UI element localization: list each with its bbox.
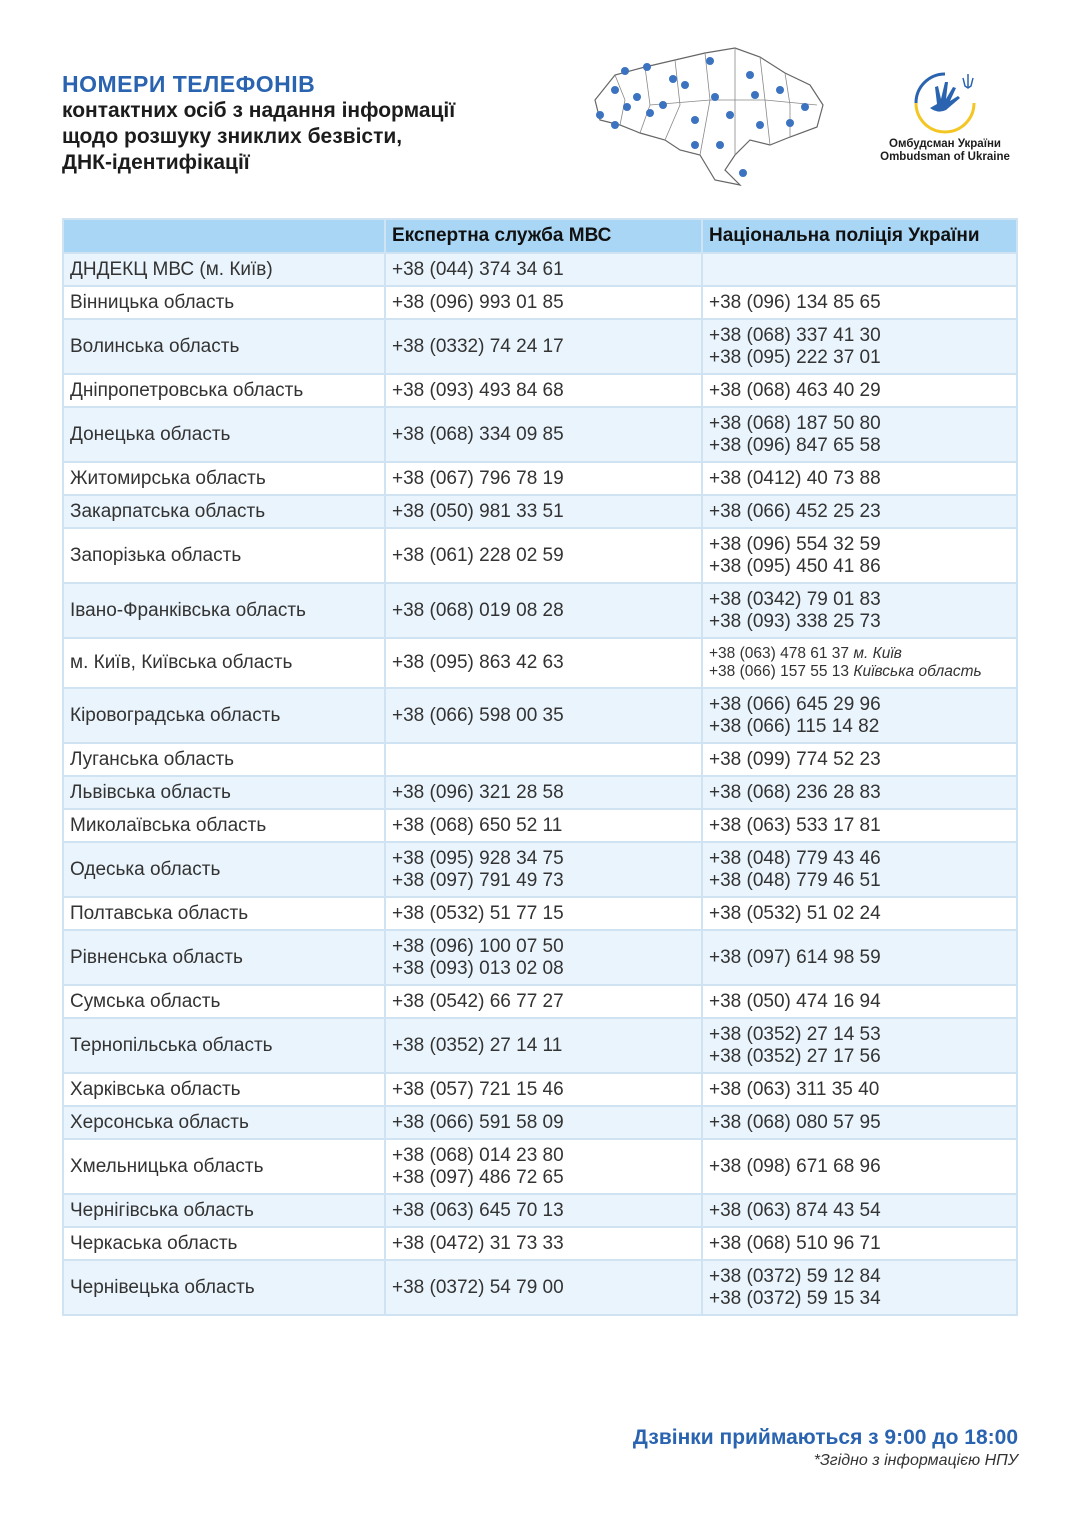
region-cell: Полтавська область: [63, 897, 385, 930]
police-phone-cell: [702, 253, 1017, 286]
mvs-phone-cell: [385, 897, 702, 930]
phone-number[interactable]: +38 (061) 228 02 59: [392, 544, 564, 566]
mvs-phone-cell: [385, 985, 702, 1018]
mvs-phone-cell: [385, 1106, 702, 1139]
mvs-phone-cell: [385, 462, 702, 495]
subtitle-line: ДНК-ідентифікації: [62, 151, 250, 174]
table-row: [63, 1106, 1017, 1139]
phone-number[interactable]: +38 (050) 474 16 94: [709, 990, 881, 1012]
phone-number[interactable]: +38 (097) 614 98 59: [709, 946, 881, 968]
subtitle-line: контактних осіб з надання інформації: [62, 99, 456, 122]
phone-number[interactable]: +38 (068) 080 57 95: [709, 1111, 881, 1133]
table-row: [63, 776, 1017, 809]
mvs-phone-cell: [385, 319, 702, 374]
region-cell: Сумська область: [63, 985, 385, 1018]
mvs-phone-cell: [385, 528, 702, 583]
region-cell: Дніпропетровська область: [63, 374, 385, 407]
phone-number[interactable]: +38 (068) 187 50 80: [709, 412, 881, 434]
logo-name-en: Ombudsman of Ukraine: [880, 151, 1010, 163]
table-row: [63, 286, 1017, 319]
header-region: [63, 219, 385, 253]
phone-note: м. Київ: [853, 645, 902, 662]
phone-number[interactable]: +38 (068) 463 40 29: [709, 379, 881, 401]
region-cell: Волинська область: [63, 319, 385, 374]
phone-number[interactable]: +38 (057) 721 15 46: [392, 1078, 564, 1100]
table-row: [63, 1018, 1017, 1073]
phone-number[interactable]: +38 (068) 014 23 80: [392, 1144, 564, 1166]
mvs-phone-cell: [385, 583, 702, 638]
ukraine-map-icon: [585, 45, 830, 190]
police-phone-cell: [702, 985, 1017, 1018]
police-phone-cell: [702, 743, 1017, 776]
region-cell: Чернігівська область: [63, 1194, 385, 1227]
phone-number[interactable]: +38 (093) 013 02 08: [392, 957, 564, 979]
mvs-phone-cell: [385, 1194, 702, 1227]
mvs-phone-cell: [385, 809, 702, 842]
phone-number[interactable]: +38 (063) 645 70 13: [392, 1199, 564, 1221]
header-police: Національна поліція України: [702, 219, 1017, 253]
table-row: [63, 583, 1017, 638]
table-row: [63, 1194, 1017, 1227]
phone-number[interactable]: +38 (068) 019 08 28: [392, 599, 564, 621]
phone-number[interactable]: +38 (0472) 31 73 33: [392, 1232, 564, 1254]
mvs-phone-cell: [385, 1260, 702, 1315]
phone-number[interactable]: +38 (0532) 51 02 24: [709, 902, 881, 924]
phone-number[interactable]: +38 (0542) 66 77 27: [392, 990, 564, 1012]
table-row: [63, 1139, 1017, 1194]
police-phone-cell: [702, 1260, 1017, 1315]
phone-number[interactable]: +38 (066) 157 55 13: [709, 663, 850, 680]
phone-number[interactable]: +38 (048) 779 43 46: [709, 847, 881, 869]
phone-number[interactable]: +38 (068) 236 28 83: [709, 781, 881, 803]
phone-number[interactable]: +38 (068) 337 41 30: [709, 324, 881, 346]
table-row: [63, 1227, 1017, 1260]
region-cell: Запорізька область: [63, 528, 385, 583]
region-cell: Івано-Франківська область: [63, 583, 385, 638]
phone-number[interactable]: +38 (066) 645 29 96: [709, 693, 881, 715]
mvs-phone-cell: [385, 495, 702, 528]
phone-number[interactable]: +38 (096) 321 28 58: [392, 781, 564, 803]
police-phone-cell: [702, 638, 1017, 688]
phone-number[interactable]: +38 (096) 134 85 65: [709, 291, 881, 313]
region-cell: Львівська область: [63, 776, 385, 809]
mvs-phone-cell: [385, 286, 702, 319]
footer: [633, 1426, 1018, 1470]
region-cell: Тернопільська область: [63, 1018, 385, 1073]
phone-number[interactable]: +38 (063) 311 35 40: [709, 1078, 880, 1100]
phone-number[interactable]: +38 (0352) 27 14 11: [392, 1034, 563, 1056]
phone-number[interactable]: +38 (097) 791 49 73: [392, 869, 564, 891]
phone-number[interactable]: +38 (093) 493 84 68: [392, 379, 564, 401]
phone-number[interactable]: +38 (0372) 54 79 00: [392, 1276, 564, 1298]
mvs-phone-cell: [385, 638, 702, 688]
source-note: *Згідно з інформацією НПУ: [813, 1452, 1018, 1469]
table-row: [63, 985, 1017, 1018]
region-cell: Чернівецька область: [63, 1260, 385, 1315]
table-row: [63, 1073, 1017, 1106]
police-phone-cell: [702, 1018, 1017, 1073]
mvs-phone-cell: [385, 1073, 702, 1106]
table-row: [63, 528, 1017, 583]
phone-number[interactable]: +38 (095) 863 42 63: [392, 652, 564, 673]
police-phone-cell: [702, 1106, 1017, 1139]
phone-number[interactable]: +38 (098) 671 68 96: [709, 1155, 881, 1177]
table-row: [63, 930, 1017, 985]
phone-number[interactable]: +38 (0332) 74 24 17: [392, 335, 564, 357]
ombudsman-logo: [860, 68, 1030, 164]
police-phone-cell: [702, 528, 1017, 583]
mvs-phone-cell: [385, 253, 702, 286]
region-cell: Миколаївська область: [63, 809, 385, 842]
phone-number[interactable]: +38 (097) 486 72 65: [392, 1166, 564, 1188]
phone-number[interactable]: +38 (0352) 27 14 53: [709, 1023, 881, 1045]
region-cell: Харківська область: [63, 1073, 385, 1106]
table-row: [63, 407, 1017, 462]
table-row: [63, 1260, 1017, 1315]
region-cell: м. Київ, Київська область: [63, 638, 385, 688]
region-cell: Житомирська область: [63, 462, 385, 495]
police-phone-cell: [702, 583, 1017, 638]
phone-number[interactable]: +38 (0342) 79 01 83: [709, 588, 881, 610]
phone-number[interactable]: +38 (066) 115 14 82: [709, 715, 880, 737]
police-phone-cell: [702, 1194, 1017, 1227]
police-phone-cell: [702, 495, 1017, 528]
police-phone-cell: [702, 688, 1017, 743]
table-row: [63, 319, 1017, 374]
phone-number[interactable]: +38 (0352) 27 17 56: [709, 1045, 881, 1067]
police-phone-cell: [702, 462, 1017, 495]
table-row: [63, 743, 1017, 776]
table-row: [63, 809, 1017, 842]
table-row: [63, 688, 1017, 743]
phone-number[interactable]: +38 (093) 338 25 73: [709, 610, 881, 632]
table-row: [63, 462, 1017, 495]
region-cell: Кіровоградська область: [63, 688, 385, 743]
phone-number[interactable]: +38 (063) 533 17 81: [709, 814, 881, 836]
table-row: [63, 253, 1017, 286]
region-cell: Одеська область: [63, 842, 385, 897]
call-hours: Дзвінки приймаються з 9:00 до 18:00: [632, 1426, 1018, 1449]
region-cell: Луганська область: [63, 743, 385, 776]
phone-number[interactable]: +38 (068) 650 52 11: [392, 814, 563, 836]
phone-number[interactable]: +38 (044) 374 34 61: [392, 258, 564, 280]
phone-number[interactable]: +38 (068) 510 96 71: [709, 1232, 881, 1254]
region-cell: ДНДЕКЦ МВС (м. Київ): [63, 253, 385, 286]
mvs-phone-cell: [385, 842, 702, 897]
police-phone-cell: [702, 1139, 1017, 1194]
ombudsman-emblem-icon: [910, 68, 980, 138]
police-phone-cell: [702, 930, 1017, 985]
phone-number[interactable]: +38 (095) 450 41 86: [709, 555, 881, 577]
phone-number[interactable]: +38 (095) 222 37 01: [709, 346, 881, 368]
phone-number[interactable]: +38 (096) 847 65 58: [709, 434, 881, 456]
logo-name-ua: Омбудсман України: [889, 138, 1001, 150]
mvs-phone-cell: [385, 374, 702, 407]
mvs-phone-cell: [385, 776, 702, 809]
region-cell: Рівненська область: [63, 930, 385, 985]
table-row: [63, 897, 1017, 930]
header-mvs: Експертна служба МВС: [385, 219, 702, 253]
region-cell: Хмельницька область: [63, 1139, 385, 1194]
mvs-phone-cell: [385, 1018, 702, 1073]
mvs-phone-cell: [385, 1227, 702, 1260]
phone-number[interactable]: +38 (0532) 51 77 15: [392, 902, 564, 924]
table-row: [63, 495, 1017, 528]
phone-number[interactable]: +38 (0372) 59 15 34: [709, 1287, 881, 1309]
document-title-block: [62, 70, 455, 176]
phone-number[interactable]: +38 (066) 591 58 09: [392, 1111, 564, 1133]
subtitle-line: щодо розшуку зниклих безвісти,: [62, 125, 403, 148]
phone-number[interactable]: +38 (066) 598 00 35: [392, 704, 564, 726]
page-title: НОМЕРИ ТЕЛЕФОНІВ: [62, 71, 316, 97]
phone-number[interactable]: +38 (096) 554 32 59: [709, 533, 881, 555]
phone-number[interactable]: +38 (099) 774 52 23: [709, 748, 881, 770]
police-phone-cell: [702, 374, 1017, 407]
phone-number[interactable]: +38 (066) 452 25 23: [709, 500, 881, 522]
police-phone-cell: [702, 897, 1017, 930]
police-phone-cell: [702, 842, 1017, 897]
table-row: [63, 374, 1017, 407]
police-phone-cell: [702, 809, 1017, 842]
police-phone-cell: [702, 407, 1017, 462]
phone-number[interactable]: +38 (0372) 59 12 84: [709, 1265, 881, 1287]
police-phone-cell: [702, 776, 1017, 809]
phone-number[interactable]: +38 (096) 100 07 50: [392, 935, 564, 957]
table-row: [63, 638, 1017, 688]
mvs-phone-cell: [385, 1139, 702, 1194]
phone-number[interactable]: +38 (095) 928 34 75: [392, 847, 564, 869]
phone-number[interactable]: +38 (050) 981 33 51: [392, 500, 564, 522]
phone-number[interactable]: +38 (0412) 40 73 88: [709, 467, 881, 489]
mvs-phone-cell: [385, 930, 702, 985]
table-header-row: [63, 219, 1017, 253]
phone-number[interactable]: +38 (068) 334 09 85: [392, 423, 564, 445]
contacts-table: [62, 218, 1018, 1316]
region-cell: Вінницька область: [63, 286, 385, 319]
phone-number[interactable]: +38 (096) 993 01 85: [392, 291, 564, 313]
phone-number[interactable]: +38 (063) 478 61 37: [709, 645, 850, 662]
table-row: [63, 842, 1017, 897]
mvs-phone-cell: [385, 407, 702, 462]
region-cell: Черкаська область: [63, 1227, 385, 1260]
region-cell: Херсонська область: [63, 1106, 385, 1139]
police-phone-cell: [702, 1227, 1017, 1260]
mvs-phone-cell: [385, 688, 702, 743]
police-phone-cell: [702, 319, 1017, 374]
phone-number[interactable]: +38 (063) 874 43 54: [709, 1199, 881, 1221]
police-phone-cell: [702, 286, 1017, 319]
mvs-phone-cell: [385, 743, 702, 776]
police-phone-cell: [702, 1073, 1017, 1106]
phone-number[interactable]: +38 (067) 796 78 19: [392, 467, 564, 489]
region-cell: Донецька область: [63, 407, 385, 462]
phone-number[interactable]: +38 (048) 779 46 51: [709, 869, 881, 891]
phone-note: Київська область: [853, 663, 982, 680]
region-cell: Закарпатська область: [63, 495, 385, 528]
